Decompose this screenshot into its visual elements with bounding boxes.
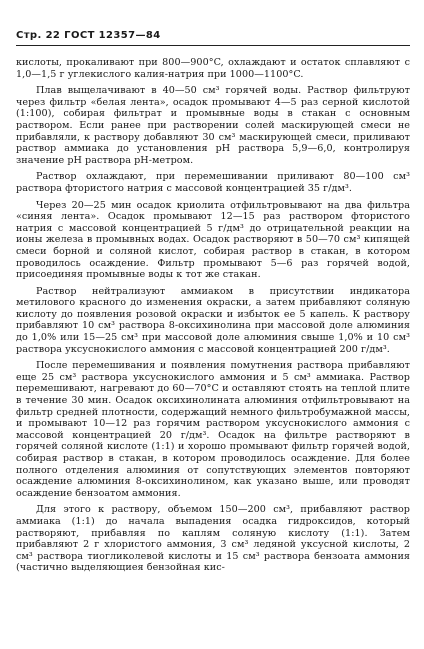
- paragraph: кислоты, прокаливают при 800—900°C, охлаждают и остаток сплавляют с 1,0—1,5 г углекислого калия-натрия при 1000—1100°C.: [16, 57, 410, 80]
- paragraph: Плав выщелачивают в 40—50 см³ горячей воды. Раствор фильтруют через фильтр «белая лента», осадок промывают 4—5 раз серной кислотой (1:100), собирая фильтрат и промывные воды в стакан с основным раствором. Если ранее при растворении солей маскирующей смеси не прибавляли, к раствору добавляют 30 см³ маскирующей смеси, приливают раствор аммиака до установления pH раствора 5,9—6,0, контролируя значение pH раствора pH-метром.: [16, 85, 410, 166]
- page-header: Стр. 22 ГОСТ 12357—84: [16, 30, 161, 41]
- paragraph: Для этого к раствору, объемом 150—200 см³, прибавляют раствор аммиака (1:1) до начала выпадения осадка гидроксидов, который растворяют, прибавляя по каплям соляную кислоту (1:1). Затем прибавляют 2 г хлористого аммония, 3 см³ ледяной уксусной кислоты, 2 см³ раствора тиогликолевой кислоты и 15 см³ раствора бензоата аммония (частично выделяющиея бензойная кис-: [16, 504, 410, 574]
- paragraph: Раствор нейтрализуют аммиаком в присутствии индикатора метилового красного до изменения окраски, а затем прибавляют соляную кислоту до появления розовой окраски и избыток ее 5 капель. К раствору прибавляют 10 см³ раствора 8-оксихинолина при массовой доле алюминия до 1,0% или 15—25 см³ при массовой доле алюминия свыше 1,0% и 10 см³ раствора уксуснокислого аммония с массовой концентрацией 200 г/дм³.: [16, 285, 410, 355]
- paragraph: Раствор охлаждают, при перемешивании приливают 80—100 см³ раствора фтористого натрия с массовой концентрацией 35 г/дм³.: [16, 171, 410, 194]
- header-rule: [16, 45, 410, 46]
- paragraph: После перемешивания и появления помутнения раствора прибавляют еще 25 см³ раствора уксуснокислого аммония и 5 см³ аммиака. Раствор перемешивают, нагревают до 60—70°C и оставляют стоять на теплой плите в течение 30 мин. Осадок оксихинолината алюминия отфильтровывают на фильтр средней плотности, содержащий немного фильтробумажной массы, и промывают 10—12 раз горячим раствором уксуснокислого аммония с массовой концентрацией 20 г/дм³. Осадок на фильтре растворяют в горячей соляной кислоте (1:1) и хорошо промывают фильтр горячей водой, собирая раствор в стакан, в котором проводилось осаждение. Для более полного отделения алюминия от сопутствующих элементов повторяют осаждение алюминия 8-оксихинолином, как указано выше, или проводят осаждение бензоатом аммония.: [16, 360, 410, 499]
- paragraph: Через 20—25 мин осадок криолита отфильтровывают на два фильтра «синяя лента». Осадок промывают 12—15 раз раствором фтористого натрия с массовой концентрацией 5 г/дм³ до отрицательной реакции на ионы железа в промывных водах. Осадок растворяют в 50—70 см³ кипящей смеси борной и соляной кислот, собирая раствор в стакан, в котором проводилось осаждение. Фильтр промывают 5—6 раз горячей водой, присоединяя промывные воды к тот же стакан.: [16, 199, 410, 281]
- body-text: [16, 57, 410, 574]
